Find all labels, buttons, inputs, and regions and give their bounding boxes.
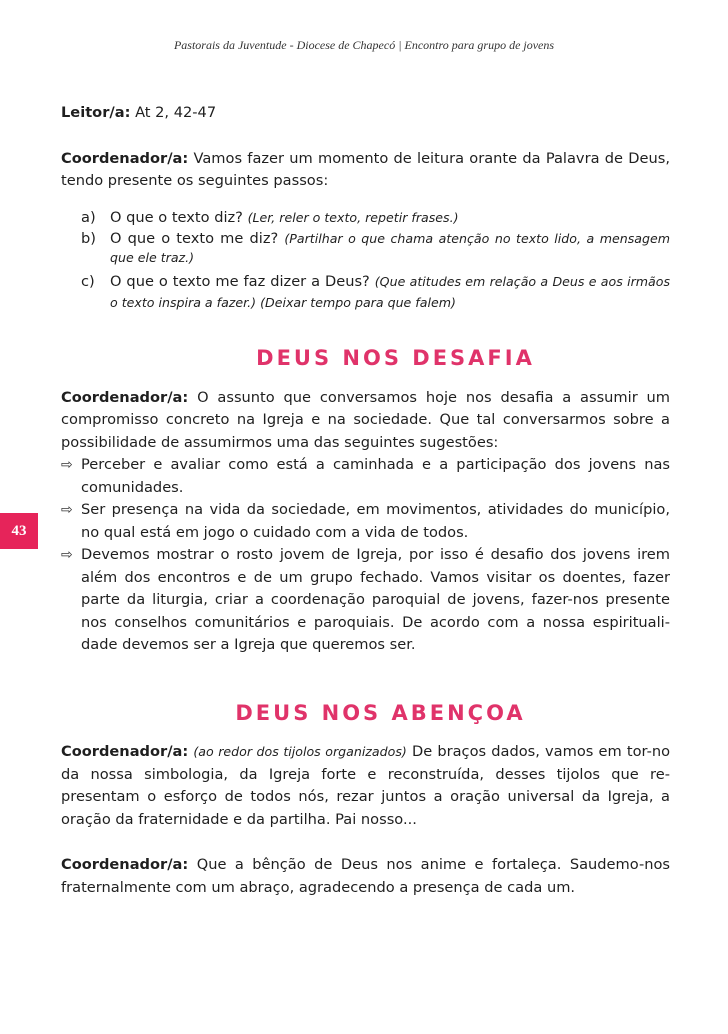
- closing-text: Que a bênção de Deus nos anime e fortaleça. Saudemo-nos fraternalmente com um abraço, agradecendo a presença de cada um.: [61, 856, 670, 896]
- reading-text: At 2, 42-47: [135, 104, 217, 121]
- step-text: O que o texto me faz dizer a Deus?: [110, 273, 370, 290]
- step-note: (Ler, reler o texto, repetir frases.): [247, 209, 459, 225]
- section2-paragraph-2: [61, 854, 670, 899]
- section1-label: Coordenador/a:: [61, 388, 189, 406]
- page-content: [61, 102, 670, 899]
- reading-line: [61, 102, 670, 125]
- right-arrow-icon: ⇨: [61, 502, 73, 518]
- section2-note: (ao redor dos tijolos organizados): [193, 744, 407, 759]
- reading-steps-list: [61, 207, 670, 314]
- page-number: 43: [0, 513, 38, 549]
- suggestion-text: Ser presença na vida da sociedade, em movimentos, atividades do município, no qual está em jogo o cuidado com a vida de todos.: [81, 501, 670, 541]
- intro-text: Vamos fazer um momento de leitura orante da Palavra de Deus, tendo presente os seguintes passos:: [61, 149, 670, 189]
- reading-label: Leitor/a:: [61, 104, 131, 121]
- list-item: [61, 207, 670, 230]
- section-title-desafia: DEUS NOS DESAFIA: [256, 346, 535, 370]
- suggestion-text: Devemos mostrar o rosto jovem de Igreja, por isso é desafio dos jovens irem além dos encontros e de um grupo fechado. Vamos visitar os doentes, fazer parte da liturgia, criar a coordenação paroquial de jovens, fazer-nos presente nos conselhos comunitários e paroquiais. De acordo com a nossa espirituali-dade devemos ser a Igreja que queremos ser.: [81, 546, 670, 653]
- list-item: [61, 499, 670, 544]
- intro-label: Coordenador/a:: [61, 149, 189, 167]
- section2-text: De braços dados, vamos em tor-no da nossa simbologia, da Igreja forte e reconstruída, desses tijolos que re-presentam o esforço de todos nós, rezar juntos a oração universal da Igreja, a oração da fraternidade e da partilha. Pai nosso...: [61, 743, 671, 828]
- closing-label: Coordenador/a:: [61, 856, 189, 873]
- step-note: (Partilhar o que chama atenção no texto lido, a mensagem que ele traz.): [110, 231, 671, 265]
- right-arrow-icon: ⇨: [61, 547, 73, 563]
- list-item: [61, 454, 670, 499]
- section2-paragraph-1: [61, 741, 670, 831]
- section1-paragraph: [61, 387, 670, 455]
- list-item: [61, 544, 670, 657]
- step-marker: a): [81, 208, 96, 226]
- section-title-abencoa: DEUS NOS ABENÇOA: [235, 700, 526, 725]
- step-text: O que o texto me diz?: [110, 230, 279, 247]
- suggestions-list: [61, 454, 670, 657]
- intro-paragraph: [61, 148, 670, 193]
- list-item: [61, 271, 670, 313]
- suggestion-text: Perceber e avaliar como está a caminhada e a participação dos jovens nas comunidades.: [81, 456, 670, 496]
- section1-text: O assunto que conversamos hoje nos desafia a assumir um compromisso concreto na Igreja e na sociedade. Que tal conversarmos sobre a possibilidade de assumirmos uma das seguintes sugestões:: [61, 388, 670, 451]
- step-marker: b): [81, 230, 96, 247]
- step-marker: c): [81, 273, 95, 290]
- step-text: O que o texto diz?: [110, 208, 243, 226]
- running-header: Pastorais da Juventude - Diocese de Chapecó | Encontro para grupo de jovens: [173, 38, 555, 52]
- step-note: (Que atitudes em relação a Deus e aos irmãos o texto inspira a fazer.) (Deixar tempo para que falem): [110, 274, 670, 310]
- right-arrow-icon: ⇨: [61, 457, 73, 473]
- list-item: [61, 229, 670, 267]
- section2-label: Coordenador/a:: [61, 743, 189, 760]
